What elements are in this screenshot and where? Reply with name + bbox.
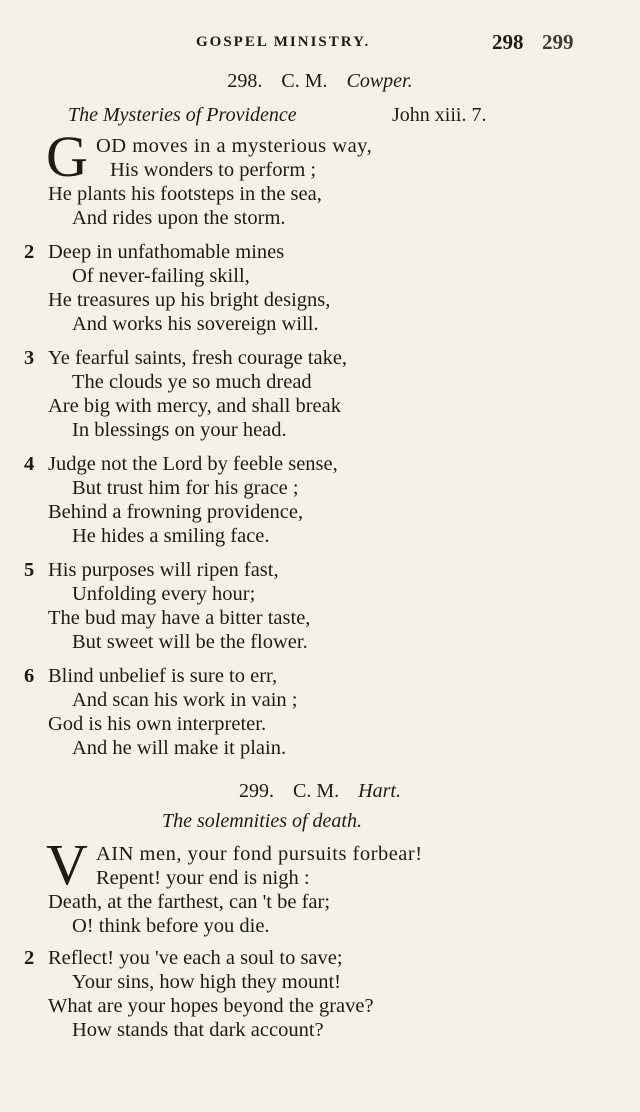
stanza-number: 2 <box>24 241 35 263</box>
hymn-author: Cowper. <box>346 70 413 92</box>
verse-line: And works his sovereign will. <box>72 313 319 335</box>
verse-line: His wonders to perform ; <box>110 159 317 181</box>
verse-line: Unfolding every hour; <box>72 583 256 605</box>
verse-line: Are big with mercy, and shall break <box>48 395 341 417</box>
verse-line: AIN men, your fond pursuits forbear! <box>96 843 423 865</box>
hymn-meter: C. M. <box>281 70 328 92</box>
verse-line: Ye fearful saints, fresh courage take, <box>48 347 348 369</box>
verse-line: God is his own interpreter. <box>48 713 267 735</box>
running-title: GOSPEL MINISTRY. <box>196 34 371 50</box>
verse-line: The bud may have a bitter taste, <box>48 607 311 629</box>
verse-line: But sweet will be the flower. <box>72 631 308 653</box>
hymn-298-header <box>0 70 640 93</box>
verse-line: Deep in unfathomable mines <box>48 241 285 263</box>
verse-line: Reflect! you 've each a soul to save; <box>48 947 343 969</box>
scripture-reference: John xiii. 7. <box>392 104 487 126</box>
stanza-number: 2 <box>24 947 35 969</box>
verse-line: O! think before you die. <box>72 915 270 937</box>
hymn-meter: C. M. <box>293 780 340 802</box>
verse-line: And scan his work in vain ; <box>72 689 298 711</box>
verse-line: Your sins, how high they mount! <box>72 971 341 993</box>
verse-line: He hides a smiling face. <box>72 525 270 547</box>
drop-cap: V <box>46 832 88 897</box>
drop-cap: G <box>46 124 88 189</box>
verse-line: Repent! your end is nigh : <box>96 867 310 889</box>
page-number-bleed: 299 <box>542 30 574 54</box>
verse-line: His purposes will ripen fast, <box>48 559 279 581</box>
verse-line: But trust him for his grace ; <box>72 477 299 499</box>
verse-line: Judge not the Lord by feeble sense, <box>48 453 338 475</box>
verse-line: He treasures up his bright designs, <box>48 289 331 311</box>
running-head <box>0 30 640 56</box>
verse-line: And he will make it plain. <box>72 737 287 759</box>
hymn-number: 298. <box>227 70 263 92</box>
hymn-299-header <box>0 780 640 803</box>
hymn-author: Hart. <box>358 780 401 802</box>
stanza-number: 3 <box>24 347 35 369</box>
verse-line: The clouds ye so much dread <box>72 371 312 393</box>
verse-line: OD moves in a mysterious way, <box>96 135 373 157</box>
verse-line: Behind a frowning providence, <box>48 501 304 523</box>
stanza-number: 4 <box>24 453 35 475</box>
hymn-number: 299. <box>239 780 275 802</box>
stanza-number: 6 <box>24 665 35 687</box>
stanza-number: 5 <box>24 559 35 581</box>
verse-line: Death, at the farthest, can 't be far; <box>48 891 331 913</box>
page-number: 298 <box>492 30 524 54</box>
verse-line: Blind unbelief is sure to err, <box>48 665 278 687</box>
hymn-subtitle: The solemnities of death. <box>162 810 362 832</box>
verse-line: In blessings on your head. <box>72 419 287 441</box>
verse-line: He plants his footsteps in the sea, <box>48 183 322 205</box>
verse-line: What are your hopes beyond the grave? <box>48 995 374 1017</box>
verse-line: Of never-failing skill, <box>72 265 250 287</box>
verse-line: And rides upon the storm. <box>72 207 286 229</box>
verse-line: How stands that dark account? <box>72 1019 324 1041</box>
hymn-subtitle: The Mysteries of Providence <box>68 104 297 126</box>
